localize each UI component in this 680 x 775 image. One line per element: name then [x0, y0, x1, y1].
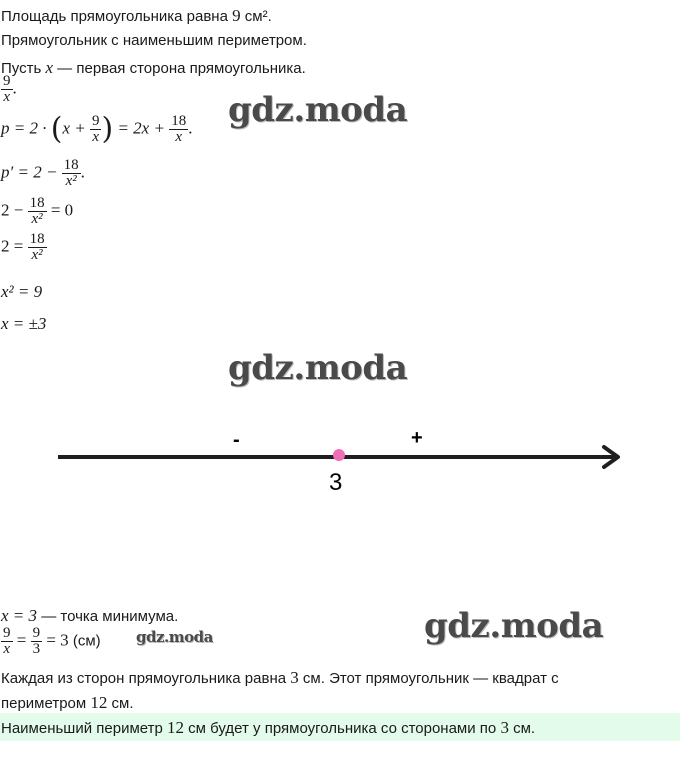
side-equals: =: [12, 630, 31, 650]
answer-line: [1, 718, 535, 738]
frac-num: 18: [29, 195, 45, 211]
derivative-formula: [1, 158, 85, 189]
let-prefix: Пусть: [1, 60, 46, 77]
equation-two: [1, 232, 47, 263]
fraction-18-over-x2-b: [28, 196, 47, 227]
let-statement: [1, 58, 306, 78]
conclusion-line-1: [1, 668, 559, 688]
sign-plus: +: [411, 427, 423, 449]
watermark-logo-4: gdz.moda: [136, 628, 213, 646]
frac-den: x: [92, 129, 100, 145]
watermark-logo-3: gdz.moda: [424, 606, 604, 646]
critical-point-marker: [333, 449, 345, 461]
fraction-9-over-x-2: [90, 114, 102, 145]
frac-num: 18: [63, 157, 79, 173]
close-paren: ): [101, 111, 114, 147]
area-statement: [1, 6, 272, 26]
point-label: 3: [329, 469, 343, 496]
side-unit: (см): [68, 632, 101, 650]
area-value: 9: [232, 6, 241, 25]
eq1-left: 2 −: [1, 200, 28, 220]
p-inner: x +: [62, 118, 90, 138]
conclusion-side: 3: [290, 668, 299, 687]
minimum-value: x = 3: [1, 606, 38, 625]
conclusion-text-2: см. Этот прямоугольник — квадрат с: [298, 670, 559, 687]
frac-num: 18: [29, 231, 45, 247]
watermark-logo-1: gdz.moda: [228, 90, 408, 130]
area-statement-text: Площадь прямоугольника равна: [1, 8, 233, 25]
conclusion-perimeter: 12: [90, 693, 108, 712]
frac-num: 9: [3, 625, 11, 641]
minimum-text: — точка минимума.: [37, 608, 179, 625]
conclusion-text-3: периметром: [1, 695, 91, 712]
variable-x: x: [45, 58, 54, 77]
fraction-18-over-x2: [62, 158, 81, 189]
period: .: [188, 118, 193, 138]
frac-den: 3: [32, 641, 41, 657]
conclusion-text: Каждая из сторон прямоугольника равна: [1, 670, 291, 687]
frac-num: 18: [171, 113, 187, 129]
frac-den: x: [3, 641, 11, 657]
equation-x-squared: x² = 9: [1, 282, 43, 301]
task-statement: Прямоугольник с наименьшим периметром.: [1, 32, 307, 49]
open-paren: (: [50, 111, 63, 147]
eq2-left: 2 =: [1, 236, 28, 256]
answer-text-2: см будет у прямоугольника со сторонами по: [184, 720, 501, 737]
eq1-right: = 0: [46, 200, 74, 220]
equation-roots: x = ±3: [1, 314, 47, 333]
fraction-9-over-x: [1, 74, 13, 105]
fraction-18-over-x: [169, 114, 188, 145]
fraction-9-over-3: [31, 626, 43, 657]
answer-side: 3: [500, 718, 509, 737]
sign-minus: -: [233, 429, 240, 451]
side-result: = 3: [42, 630, 69, 650]
frac-den: x: [175, 129, 183, 145]
minimum-statement: [1, 606, 178, 626]
frac-num: 9: [3, 73, 11, 89]
fraction-9-over-x-3: [1, 626, 13, 657]
let-suffix: — первая сторона прямоугольника.: [53, 60, 306, 77]
fraction-18-over-x2-c: [28, 232, 47, 263]
perimeter-formula: [1, 111, 193, 147]
p-equals: = 2x +: [113, 118, 170, 138]
equation-zero: [1, 196, 73, 227]
frac-den: x: [3, 89, 11, 105]
period: .: [12, 78, 17, 98]
answer-text-3: см.: [508, 720, 536, 737]
watermark-logo-2: gdz.moda: [228, 348, 408, 388]
derivative-label: p′ = 2 −: [1, 162, 62, 182]
answer-perimeter: 12: [167, 718, 184, 737]
frac-den: x²: [31, 211, 43, 227]
frac-den: x²: [65, 173, 77, 189]
second-side-expression: [1, 74, 17, 105]
conclusion-line-2: [1, 693, 134, 713]
p-label: p = 2 ·: [1, 118, 51, 138]
number-line-diagram: [0, 420, 680, 500]
area-unit: см².: [240, 8, 272, 25]
frac-den: x²: [31, 247, 43, 263]
frac-num: 9: [32, 625, 41, 641]
side-computation: [1, 626, 101, 657]
period: .: [80, 162, 85, 182]
answer-text: Наименьший периметр: [1, 720, 167, 737]
conclusion-text-4: см.: [107, 695, 134, 712]
frac-num: 9: [91, 113, 100, 129]
